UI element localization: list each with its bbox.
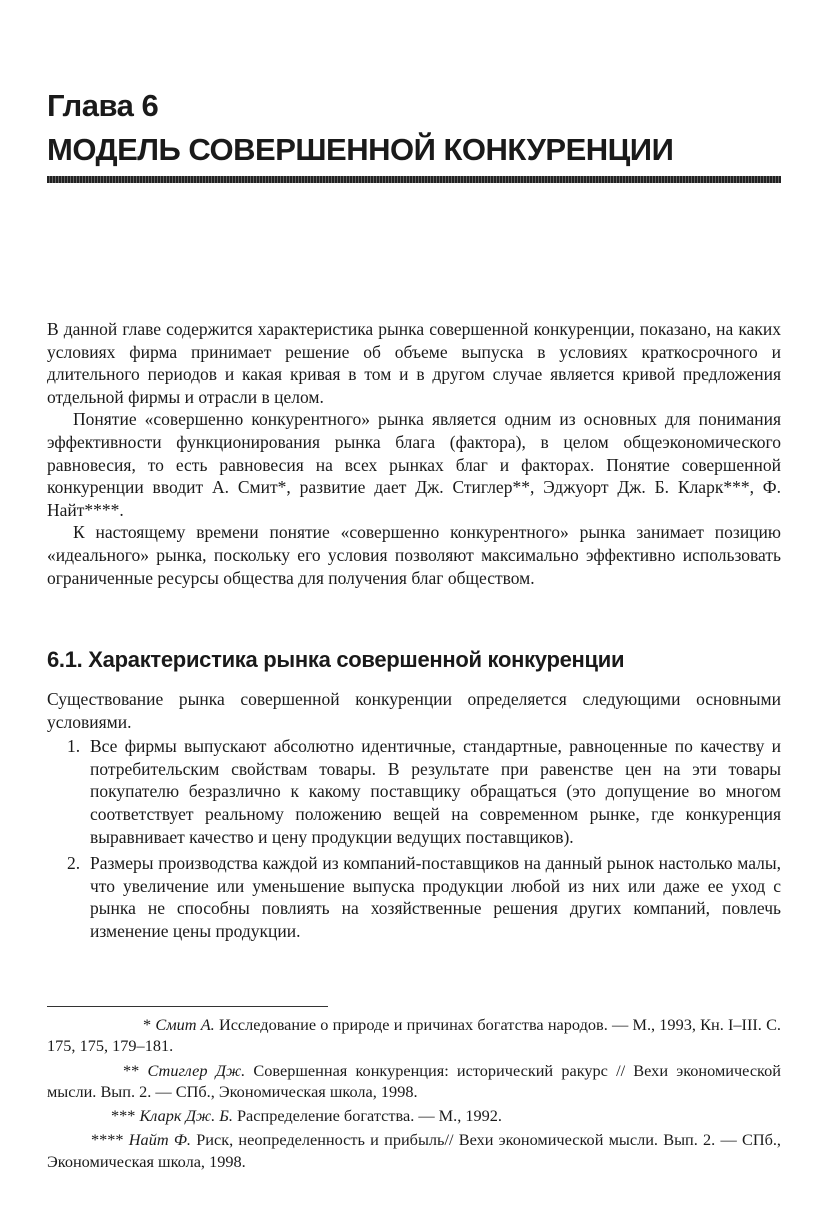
conditions-list	[47, 735, 781, 942]
footnote-text: Риск, неопределенность и прибыль// Вехи экономической мысли. Вып. 2. — СПб., Экономическая школа, 1998.	[47, 1130, 782, 1171]
footnote-text: Исследование о природе и причинах богатства народов. — М., 1993, Кн. I–III. С. 175, 175, 179–181.	[47, 1015, 782, 1056]
section-body	[47, 688, 781, 947]
list-item-text: Размеры производства каждой из компаний-поставщиков на данный рынок настолько малы, что увеличение или уменьшение выпуска продукции любой из них или даже ее уход с рынка не способны повлиять на хозяйственные решения других компаний, повлечь изменение цены продукции.	[90, 853, 781, 941]
footnote-author: Найт Ф.	[128, 1130, 191, 1150]
footnote-separator	[47, 1006, 328, 1007]
list-item	[47, 735, 781, 848]
title-rule	[47, 176, 781, 183]
footnote	[47, 1014, 781, 1057]
section-heading: 6.1. Характеристика рынка совершенной конкуренции	[47, 647, 625, 672]
footnote-text: Совершенная конкуренция: исторический ракурс // Вехи экономической мысли. Вып. 2. — СПб., Экономическая школа, 1998.	[47, 1060, 781, 1101]
section-lead: Существование рынка совершенной конкуренции определяется следующими основными условиями.	[47, 689, 781, 732]
footnote-mark: ****	[91, 1130, 124, 1150]
footnote-text: Распределение богатства. — М., 1992.	[232, 1106, 503, 1126]
footnote-author: Смит А.	[155, 1015, 215, 1034]
intro-paragraph: Понятие «совершенно конкурентного» рынка является одним из основных для понимания эффективности функционирования рынка блага (фактора), в целом общеэкономического равновесия, то есть равновесия на всех рынках благ и факторах. Понятие совершенной конкуренции вводит А. Смит*, развитие дает Дж. Стиглер**, Эджуорт Дж. Б. Кларк***, Ф. Найт****.	[47, 409, 781, 520]
list-item-number: 2.	[67, 853, 81, 874]
footnote-mark: **	[123, 1060, 140, 1080]
footnote-author: Стиглер Дж.	[147, 1060, 246, 1080]
footnote-mark: ***	[111, 1106, 136, 1126]
footnote	[47, 1060, 781, 1103]
intro-paragraph: К настоящему времени понятие «совершенно конкурентного» рынка занимает позицию «идеального» рынка, поскольку его условия позволяют максимально эффективно использовать ограниченные ресурсы общества для получения благ обществом.	[47, 522, 781, 588]
footnote	[47, 1129, 781, 1172]
list-item-number: 1.	[67, 736, 81, 757]
footnote-author: Кларк Дж. Б.	[139, 1106, 233, 1126]
list-item	[47, 852, 781, 942]
intro-paragraph: В данной главе содержится характеристика рынка совершенной конкуренции, показано, на каких условиях фирма принимает решение об объеме выпуска в условиях краткосрочного и длительного периодов и какая кривая в том и в другом случае является кривой предложения отдельной фирмы и отрасли в целом.	[47, 319, 781, 407]
list-item-text: Все фирмы выпускают абсолютно идентичные, стандартные, равноценные по качеству и потребительским свойствам товары. В результате при равенстве цен на эти товары покупателю безразлично к какому поставщику обращаться (это допущение во многом соответствует реальному положению вещей на современном рынке, где конкуренция выравнивает качество и цену продукции ведущих поставщиков).	[90, 736, 781, 847]
footnote-mark: *	[143, 1015, 152, 1034]
chapter-title: МОДЕЛЬ СОВЕРШЕННОЙ КОНКУРЕНЦИИ	[47, 132, 674, 167]
footnote	[47, 1105, 781, 1126]
footnotes	[47, 1014, 781, 1175]
intro-text	[47, 318, 781, 589]
chapter-label: Глава 6	[47, 88, 159, 123]
